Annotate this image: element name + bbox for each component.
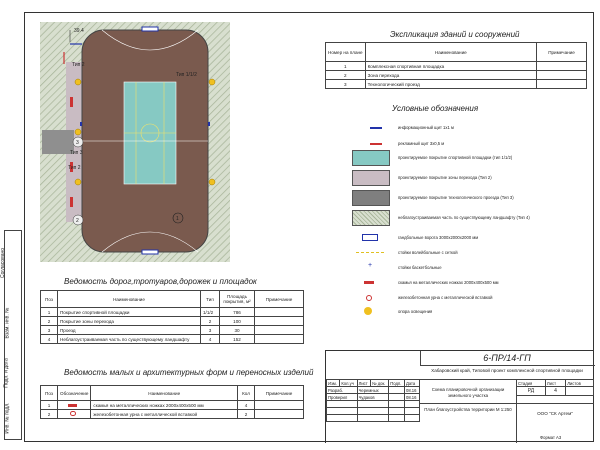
table-header-row: Поз Наименование Тип Площадь покрытия, м² Примечание bbox=[41, 291, 304, 308]
goal-top bbox=[142, 27, 158, 31]
landscaping-swatch bbox=[352, 210, 390, 226]
table-row: 3 Проезд 3 30 bbox=[41, 326, 304, 335]
table-header-row bbox=[326, 43, 587, 62]
tech-drive-swatch bbox=[352, 190, 390, 206]
legend-title: Условные обозначения bbox=[392, 104, 479, 113]
project-name: Хабаровский край, Типовой проект комплексной спортивной площадки bbox=[431, 368, 583, 373]
roads-table bbox=[40, 290, 304, 344]
table-row: 1 скамья на металлических ножках 2000х400х500 мм 4 bbox=[41, 401, 304, 410]
company-name: ООО "СК Артем" bbox=[537, 411, 573, 416]
side-stamp-agreed: Согласовано bbox=[0, 247, 7, 279]
lighting-pole-icon bbox=[75, 179, 81, 185]
table-row: 3 Технологический проезд bbox=[326, 80, 587, 89]
plan-marker-1: 1 bbox=[176, 216, 179, 222]
column-header: Наименование bbox=[365, 43, 536, 62]
information-sign-icon bbox=[370, 127, 382, 129]
sheet-title: Схема планировочной организации земельного участка bbox=[431, 387, 505, 398]
football-goal-icon bbox=[362, 234, 378, 241]
table-header-row: Поз Обозначение Наименование Кол Примечание bbox=[41, 386, 304, 401]
bench-icon bbox=[364, 281, 374, 284]
volleyball-post-icon: + bbox=[368, 262, 373, 269]
drawing-code: 6-ПР/14-ГП bbox=[483, 353, 531, 363]
volleyball-post-icon bbox=[80, 122, 82, 126]
title-block bbox=[325, 350, 594, 443]
table-row: 2 Покрытие зоны перехода 2 100 bbox=[41, 317, 304, 326]
table-row: 2 Зона перехода bbox=[326, 71, 587, 80]
table-row: 1 Покрытие спортивной площадки 1/1/2 786 bbox=[41, 308, 304, 317]
volleyball-post-icon bbox=[208, 122, 210, 126]
side-stamp-inv: Взам. инв. № bbox=[4, 307, 11, 339]
site-plan bbox=[40, 22, 230, 262]
side-stamp-orig: Инв. № подл. bbox=[4, 402, 11, 434]
trash-bin-icon bbox=[366, 295, 372, 301]
lighting-pole-icon bbox=[209, 79, 215, 85]
table-row: 1 Комплексная спортивная площадка bbox=[326, 62, 587, 71]
lighting-pole-icon bbox=[75, 79, 81, 85]
side-stamp bbox=[0, 230, 22, 440]
stamp-columns bbox=[326, 379, 420, 422]
side-stamp-sign: Подп. и дата bbox=[3, 358, 10, 388]
bench-icon bbox=[70, 97, 73, 107]
plan-label-type2-left: Тип 2 bbox=[68, 165, 81, 171]
stamp-role-row: Проверил Чудаков 08.16 bbox=[327, 394, 420, 401]
column-header: Номер на плане bbox=[326, 43, 366, 62]
sports-surface-swatch bbox=[352, 150, 390, 166]
stamp-columns-row: Изм. Кол.уч Лист № док. Подп. Дата bbox=[327, 380, 420, 387]
explication-table bbox=[325, 42, 587, 89]
plan-label-north: 39.4 bbox=[74, 28, 84, 34]
lighting-pole-icon bbox=[364, 307, 372, 315]
lighting-pole-icon bbox=[209, 179, 215, 185]
transition-zone-swatch bbox=[352, 170, 390, 186]
plan-label-type1: Тип 1/1/2 bbox=[176, 72, 197, 78]
goal-bottom bbox=[142, 250, 158, 254]
table-row: 4 Неблагоустраиваемая часть по существующему ландшафту 4 152 bbox=[41, 335, 304, 344]
lighting-pole-icon bbox=[75, 129, 81, 135]
bench-icon bbox=[68, 404, 77, 407]
plan-label-type2-top: Тип 2 bbox=[72, 62, 85, 68]
plan-marker-2: 2 bbox=[76, 218, 79, 224]
forms-table bbox=[40, 385, 304, 419]
roads-table-title: Ведомость дорог,тротуаров,дорожек и площадок bbox=[64, 277, 257, 286]
forms-table-title: Ведомость малых и архитектурных форм и переносных изделий bbox=[64, 368, 314, 377]
trash-bin-icon bbox=[70, 411, 76, 417]
explication-title: Экспликация зданий и сооружений bbox=[390, 30, 520, 39]
column-header: Примечание bbox=[537, 43, 587, 62]
plan-label-type3: Тип 3 bbox=[70, 150, 83, 156]
drawing-title: План благоустройства территории М 1:250 bbox=[424, 407, 512, 412]
stage-table: Стадия Лист Листов РД 4 bbox=[516, 379, 594, 396]
mesh-fence-line bbox=[356, 252, 384, 253]
bench-icon bbox=[70, 197, 73, 207]
stamp-role-row: Разраб. Черемных 08.16 bbox=[327, 387, 420, 394]
advertising-sign-icon bbox=[370, 143, 382, 145]
plan-marker-3: 3 bbox=[76, 140, 79, 146]
table-row: 2 железобетонная урна с металлической вставкой 2 bbox=[41, 410, 304, 419]
sheet-format: Формат А3 bbox=[540, 435, 562, 440]
